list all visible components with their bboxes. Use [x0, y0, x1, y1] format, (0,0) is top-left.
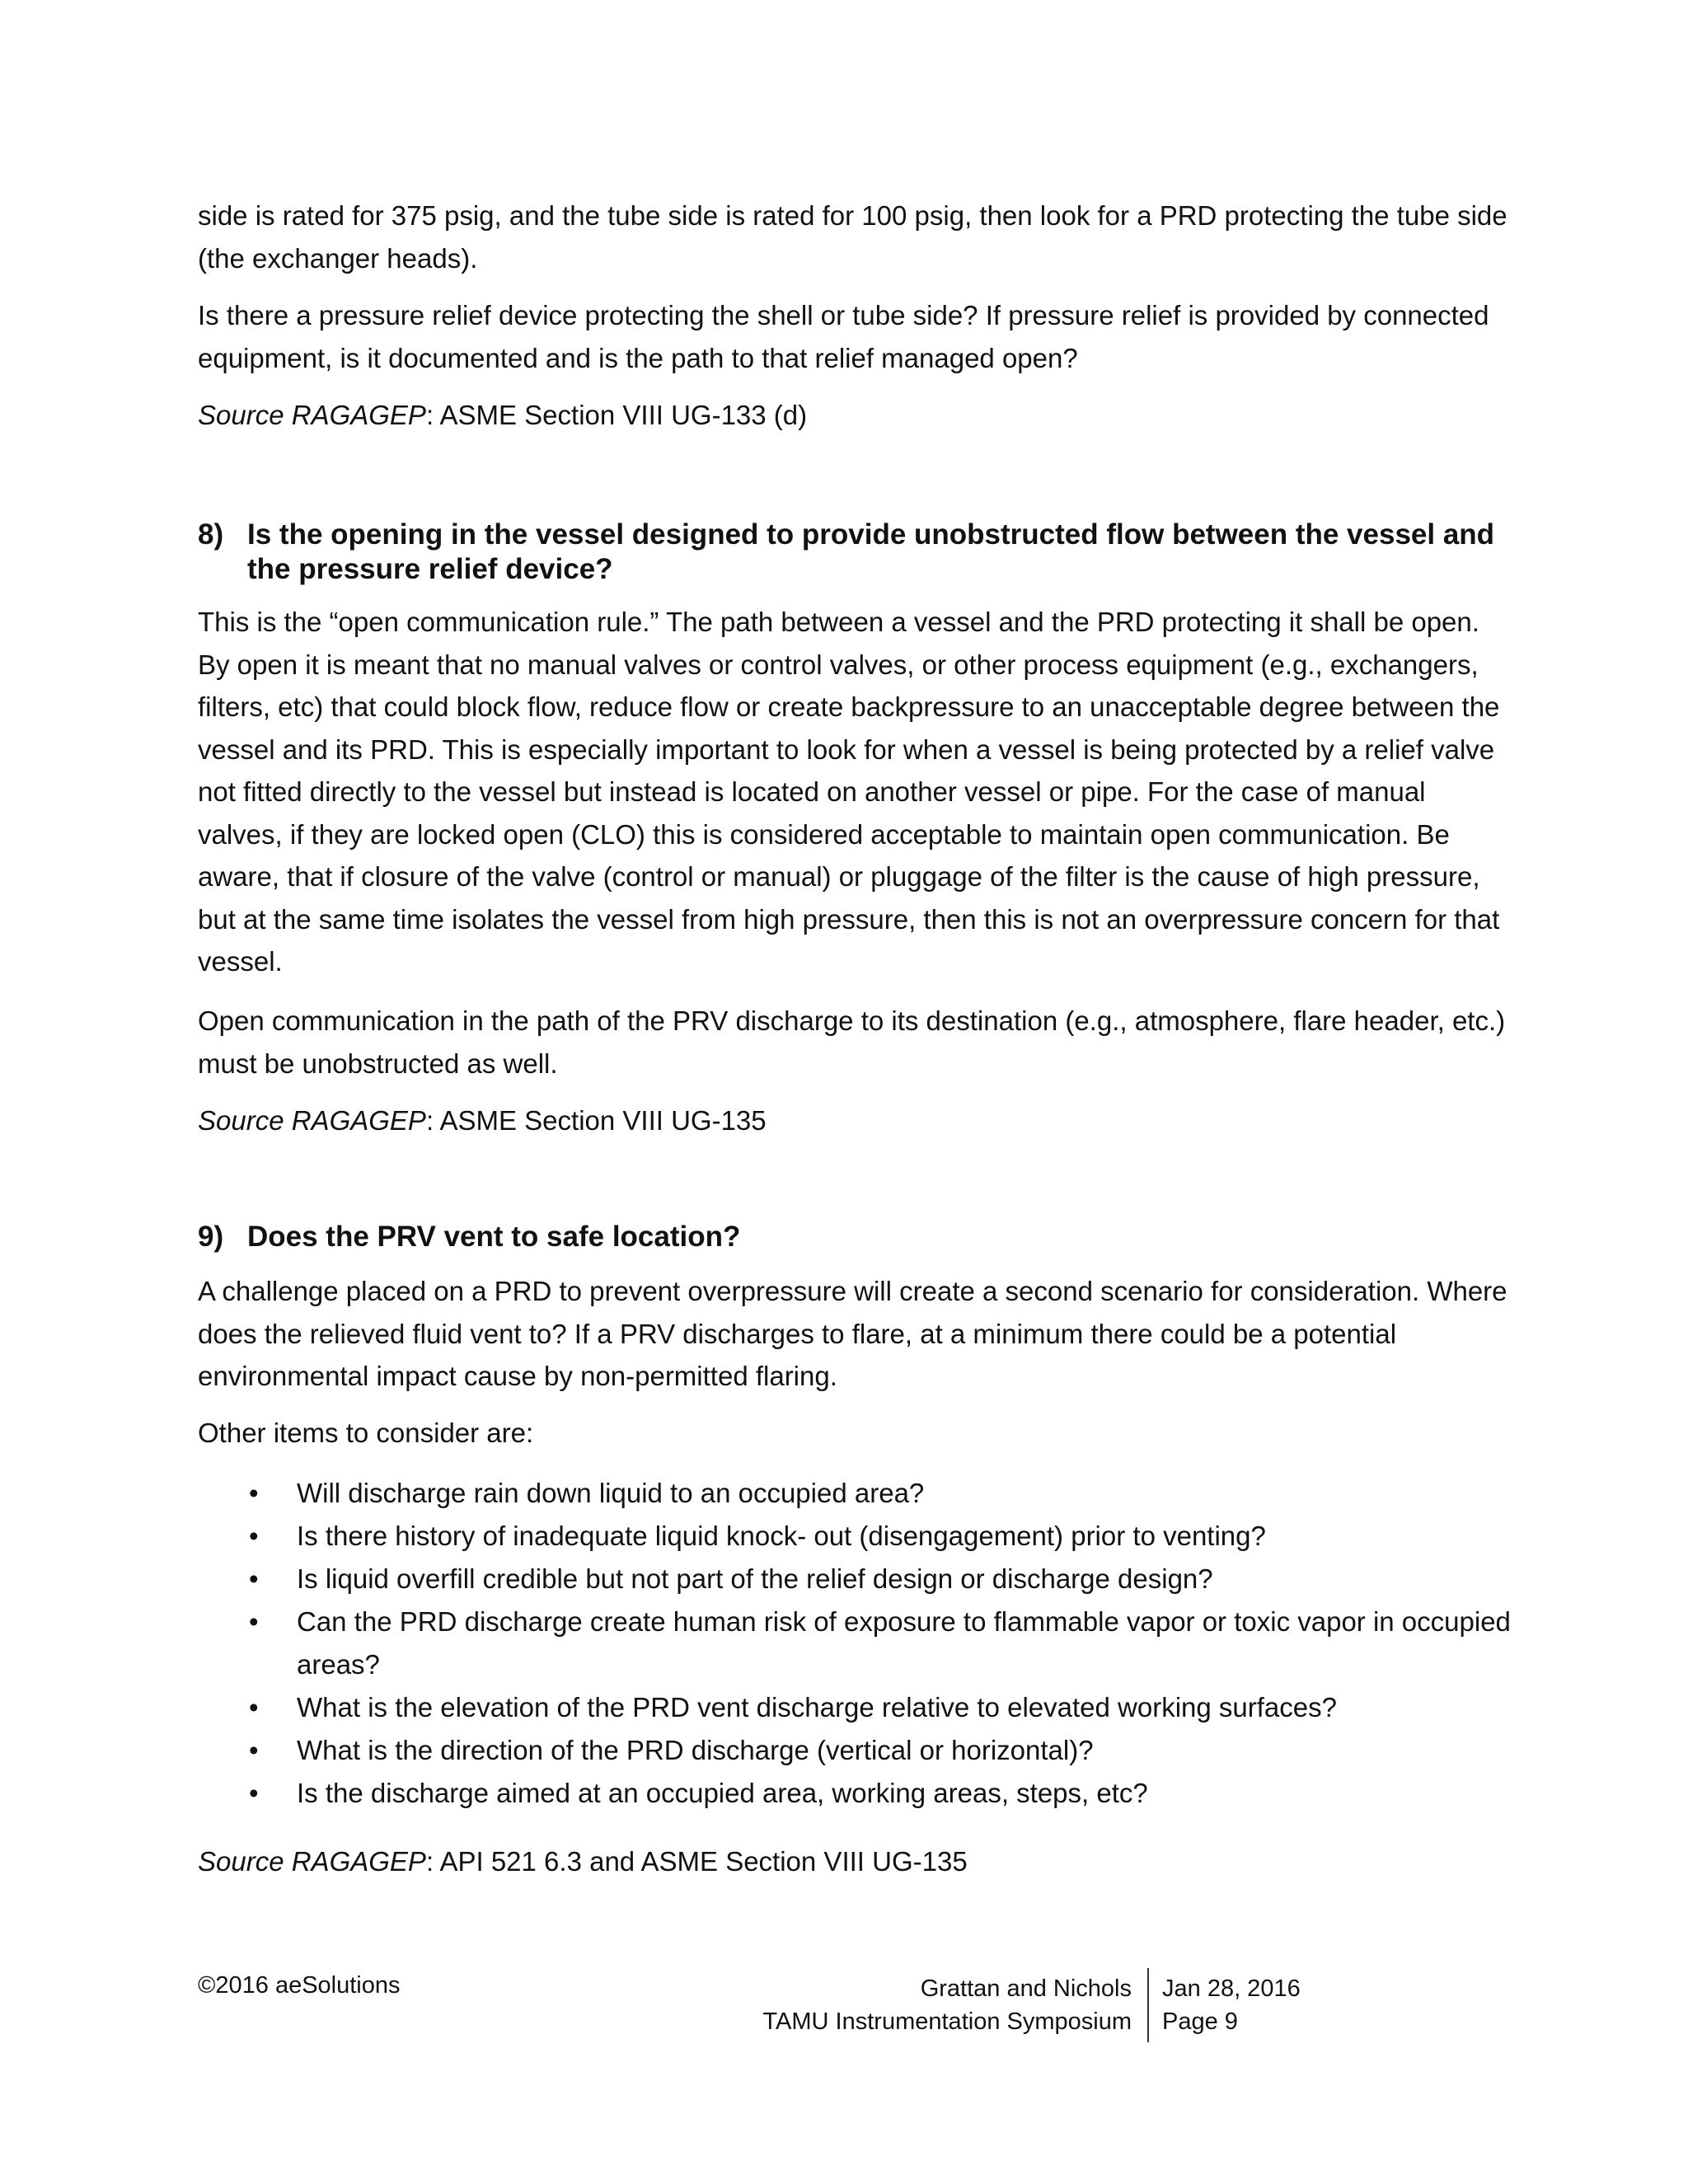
bullet-icon: • — [249, 1478, 259, 1508]
bullet-icon: • — [249, 1606, 259, 1637]
bullet-icon: • — [249, 1521, 259, 1551]
section-9-title: Does the PRV vent to safe location? — [247, 1221, 741, 1253]
section-8-source — [198, 1099, 1517, 1142]
footer-copyright: ©2016 aeSolutions — [198, 1972, 401, 1999]
section-8-title: Is the opening in the vessel designed to provide unobstructed flow between the vessel and the pressure relief device? — [247, 518, 1495, 585]
bullet-icon: • — [249, 1563, 259, 1594]
source-text: : ASME Section VIII UG-133 (d) — [425, 400, 808, 430]
source-text: : ASME Section VIII UG-135 — [425, 1105, 767, 1136]
list-item: • Is liquid overfill credible but not part of the relief design or discharge design? — [198, 1558, 1517, 1601]
section-9-heading — [198, 1220, 1517, 1254]
list-item: • Is there history of inadequate liquid knock- out (disengagement) prior to venting? — [198, 1515, 1517, 1558]
section-9-source — [198, 1840, 1517, 1883]
footer-divider — [1147, 1968, 1149, 2042]
section-9-paragraph-1: A challenge placed on a PRD to prevent overpressure will create a second scenario for consideration. Where does the relieved fluid vent to? If a PRV discharges to flare, at a minimum there could be a potential environmental impact cause by non-permitted flaring. — [198, 1276, 1507, 1391]
bullet-icon: • — [249, 1692, 259, 1722]
footer-authors: Grattan and Nichols — [920, 1975, 1132, 2002]
source-label: Source RAGAGEP — [198, 1105, 426, 1136]
section-9-number: 9) — [198, 1221, 224, 1253]
intro-paragraph-2: Is there a pressure relief device protecting the shell or tube side? If pressure relief is provided by connected equipment, is it documented and is the path to that relief managed open? — [198, 300, 1489, 373]
bullet-icon: • — [249, 1735, 259, 1765]
footer-date: Jan 28, 2016 — [1162, 1975, 1301, 2002]
consideration-list — [198, 1472, 1517, 1815]
bullet-icon: • — [249, 1778, 259, 1808]
section-9-paragraph-2: Other items to consider are: — [198, 1418, 534, 1448]
source-label: Source RAGAGEP — [198, 400, 426, 430]
section-8-paragraph-1: This is the “open communication rule.” The path between a vessel and the PRD protecting it shall be open. By open it is meant that no manual valves or control valves, or other process equipment (e.g., exchangers, filters, etc) that could block flow, reduce flow or create backpressure to an unacceptable degree between the vessel and its PRD. This is especially important to look for when a vessel is being protected by a relief valve not fitted directly to the vessel but instead is located on another vessel or pipe. For the case of manual valves, if they are locked open (CLO) this is considered acceptable to maintain open communication. Be aware, that if closure of the valve (control or manual) or pluggage of the filter is the cause of high pressure, but at the same time isolates the vessel from high pressure, then this is not an overpressure concern for that vessel. — [198, 607, 1500, 977]
list-item: • What is the direction of the PRD discharge (vertical or horizontal)? — [198, 1729, 1517, 1772]
source-label: Source RAGAGEP — [198, 1846, 426, 1877]
list-item: • Is the discharge aimed at an occupied area, working areas, steps, etc? — [198, 1772, 1517, 1815]
list-item: • Can the PRD discharge create human risk of exposure to flammable vapor or toxic vapor in occupied areas? — [198, 1601, 1517, 1686]
section-8-paragraph-2: Open communication in the path of the PRV discharge to its destination (e.g., atmosphere, flare header, etc.) must be unobstructed as well. — [198, 1005, 1506, 1079]
list-item: • What is the elevation of the PRD vent discharge relative to elevated working surfaces? — [198, 1686, 1517, 1729]
list-item: • Will discharge rain down liquid to an occupied area? — [198, 1472, 1517, 1515]
footer-page-number: Page 9 — [1162, 2008, 1238, 2035]
section-8-number: 8) — [198, 518, 224, 551]
intro-source — [198, 394, 1517, 437]
footer-event: TAMU Instrumentation Symposium — [762, 2008, 1132, 2035]
section-8-heading — [198, 518, 1517, 587]
source-text: : API 521 6.3 and ASME Section VIII UG-135 — [425, 1846, 968, 1877]
intro-paragraph-1: side is rated for 375 psig, and the tube side is rated for 100 psig, then look for a PRD protecting the tube side (the exchanger heads). — [198, 200, 1507, 274]
